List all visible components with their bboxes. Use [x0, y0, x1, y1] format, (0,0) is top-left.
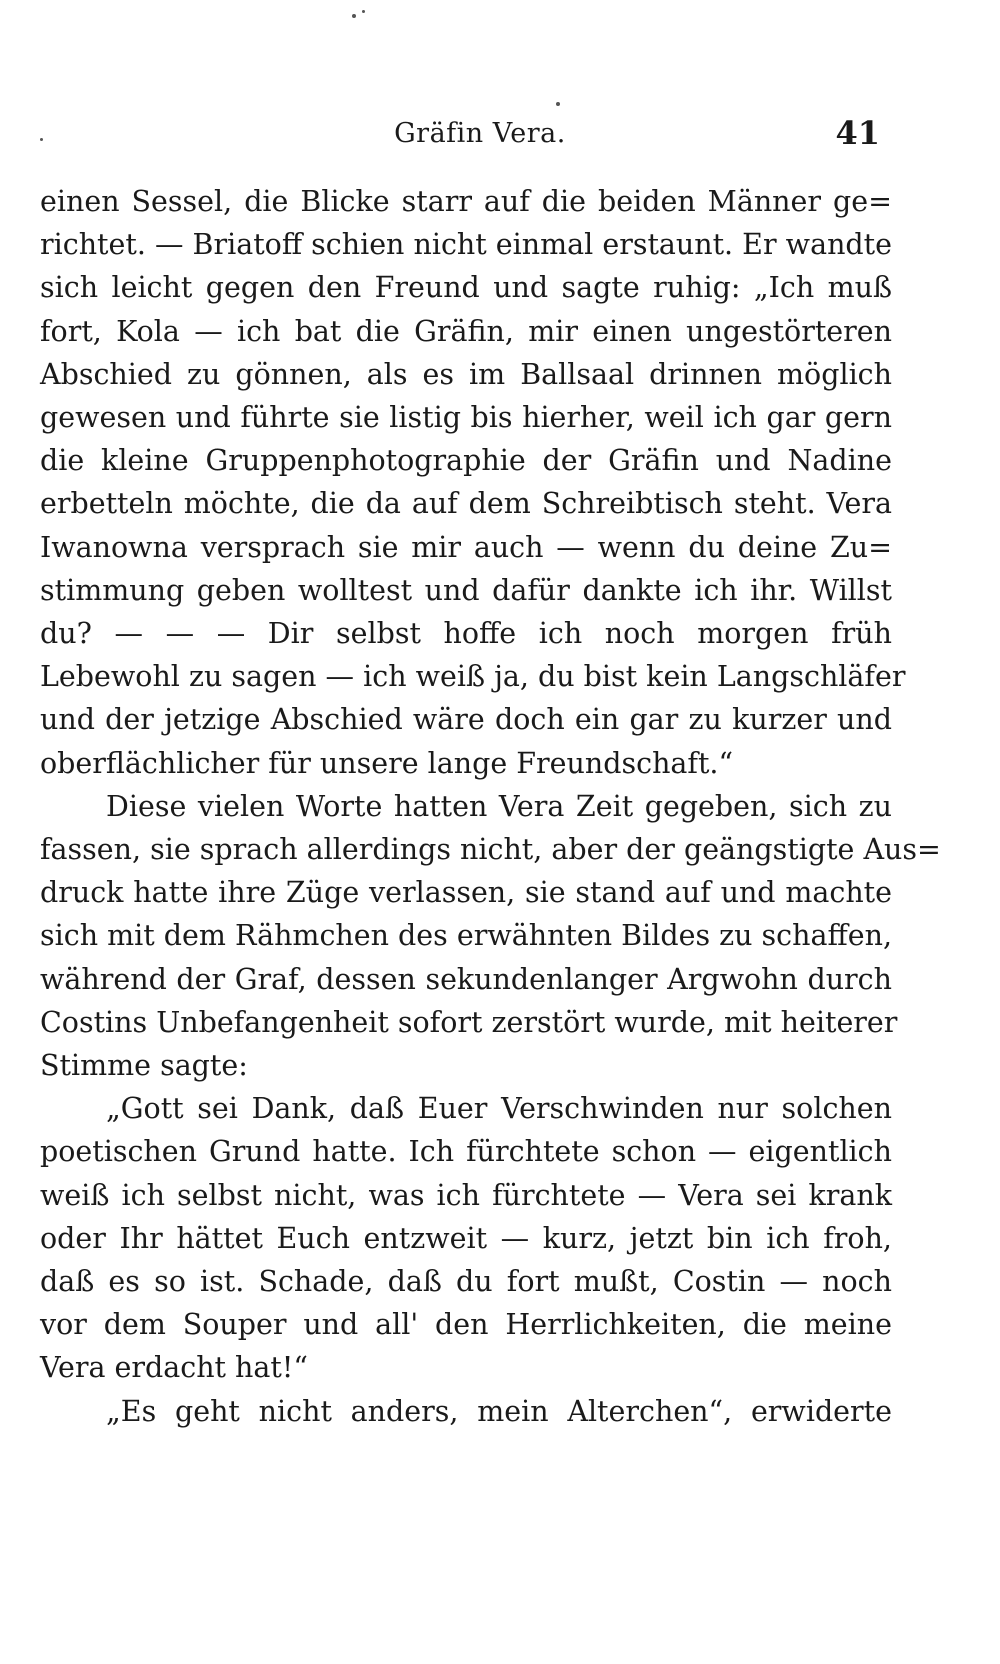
- ink-speck: [352, 14, 356, 18]
- text-line: Stimme sagte:: [40, 1049, 248, 1083]
- text-line: sich leicht gegen den Freund und sagte ruhig: „Ich muß: [40, 271, 892, 305]
- text-line: oder Ihr hättet Euch entzweit — kurz, jetzt bin ich froh,: [40, 1221, 892, 1255]
- text-line: „Es geht nicht anders, mein Alterchen“, erwiderte: [106, 1394, 892, 1428]
- text-line: daß es so ist. Schade, daß du fort mußt, Costin — noch: [40, 1265, 892, 1299]
- text-line: vor dem Souper und all' den Herrlichkeiten, die meine: [40, 1308, 892, 1342]
- text-line: poetischen Grund hatte. Ich fürchtete schon — eigentlich: [40, 1135, 892, 1169]
- ink-speck: [556, 102, 560, 106]
- text-line: fassen, sie sprach allerdings nicht, aber der geängstigte Aus=: [40, 833, 941, 867]
- text-line: „Gott sei Dank, daß Euer Verschwinden nur solchen: [106, 1092, 892, 1126]
- text-line: Lebewohl zu sagen — ich weiß ja, du bist kein Langschläfer: [40, 660, 906, 694]
- text-line: während der Graf, dessen sekundenlanger Argwohn durch: [40, 962, 892, 996]
- text-line: erbetteln möchte, die da auf dem Schreibtisch steht. Vera: [40, 487, 892, 521]
- text-line: Abschied zu gönnen, als es im Ballsaal drinnen möglich: [40, 357, 892, 391]
- page-number: 41: [835, 114, 880, 152]
- text-line: weiß ich selbst nicht, was ich fürchtete — Vera sei krank: [40, 1178, 892, 1212]
- text-line: richtet. — Briatoff schien nicht einmal erstaunt. Er wandte: [40, 228, 892, 262]
- text-line: die kleine Gruppenphotographie der Gräfin und Nadine: [40, 444, 892, 478]
- text-line: druck hatte ihre Züge verlassen, sie stand auf und machte: [40, 876, 892, 910]
- page-header: [40, 114, 920, 158]
- running-title: Gräfin Vera.: [394, 118, 566, 149]
- text-line: fort, Kola — ich bat die Gräfin, mir einen ungestörteren: [40, 314, 892, 348]
- text-line: und der jetzige Abschied wäre doch ein gar zu kurzer und: [40, 703, 892, 737]
- ink-speck: [362, 10, 365, 13]
- text-line: Diese vielen Worte hatten Vera Zeit gegeben, sich zu: [106, 789, 892, 823]
- text-line: Iwanowna versprach sie mir auch — wenn du deine Zu=: [40, 530, 892, 564]
- body-text: [40, 180, 941, 1433]
- text-line: du? — — — Dir selbst hoffe ich noch morgen früh: [40, 617, 892, 651]
- text-line: stimmung geben wolltest und dafür dankte ich ihr. Willst: [40, 573, 892, 607]
- text-line: gewesen und führte sie listig bis hierher, weil ich gar gern: [40, 401, 892, 435]
- text-line: Costins Unbefangenheit sofort zerstört wurde, mit heiterer: [40, 1005, 898, 1039]
- text-line: einen Sessel, die Blicke starr auf die beiden Männer ge=: [40, 185, 892, 218]
- text-line: sich mit dem Rähmchen des erwähnten Bildes zu schaffen,: [40, 919, 893, 953]
- text-line: oberflächlicher für unsere lange Freundschaft.“: [40, 746, 734, 780]
- text-line: Vera erdacht hat!“: [40, 1351, 308, 1385]
